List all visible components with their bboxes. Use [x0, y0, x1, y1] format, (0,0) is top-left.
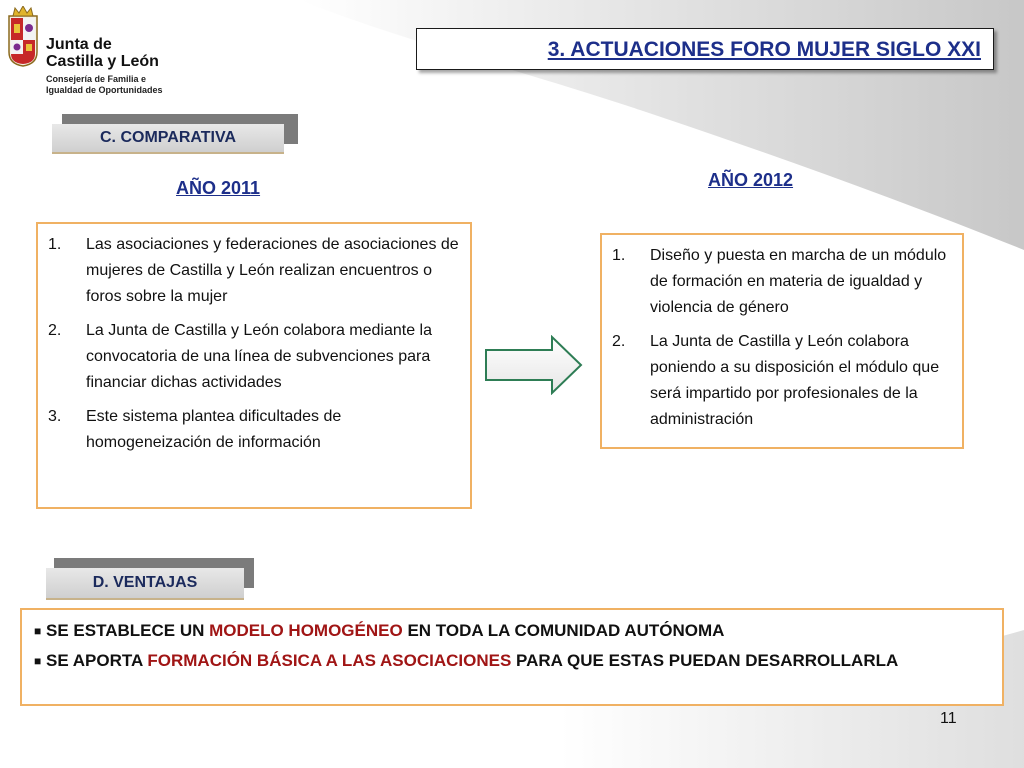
box-2012	[600, 233, 964, 449]
advantages-box	[20, 608, 1004, 706]
box-2011	[36, 222, 472, 509]
department-line1: Consejería de Familia e	[46, 74, 147, 84]
advantage-line-1: ■ SE ESTABLECE UN MODELO HOMOGÉNEO EN TODA LA COMUNIDAD AUTÓNOMA	[34, 616, 990, 646]
list-item: 3. Este sistema plantea dificultades de homogeneización de información	[48, 408, 342, 451]
list-item: 2. La Junta de Castilla y León colabora mediante la convocatoria de una línea de subvenciones para financiar dichas actividades	[48, 322, 432, 391]
year-2011-heading: AÑO 2011	[176, 178, 261, 198]
slide-title-box	[416, 28, 994, 70]
square-bullet-icon: ■	[34, 624, 42, 638]
org-name-line1: Junta de	[46, 36, 112, 53]
advantage-line-2: ■ SE APORTA FORMACIÓN BÁSICA A LAS ASOCIACIONES PARA QUE ESTAS PUEDAN DESARROLLARLA	[34, 646, 990, 676]
org-name-line2: Castilla y León	[46, 53, 159, 70]
year-2012-heading: AÑO 2012	[708, 170, 794, 190]
section-c-label: C. COMPARATIVA	[52, 124, 284, 154]
section-d-tab	[46, 568, 256, 598]
section-c-tab	[52, 124, 292, 154]
right-arrow-icon	[484, 335, 584, 395]
square-bullet-icon: ■	[34, 654, 42, 668]
department-line2: Igualdad de Oportunidades	[46, 85, 163, 95]
page-number: 11	[940, 710, 957, 727]
section-d-label: D. VENTAJAS	[46, 568, 244, 600]
coat-of-arms-icon	[6, 6, 40, 68]
slide-title: 3. ACTUACIONES FORO MUJER SIGLO XXI	[547, 38, 981, 61]
list-item: 1. Las asociaciones y federaciones de asociaciones de mujeres de Castilla y León realizan encuentros o foros sobre la mujer	[48, 236, 459, 305]
junta-logo	[6, 6, 186, 96]
list-item: 2. La Junta de Castilla y León colabora poniendo a su disposición el módulo que será impartido por profesionales de la administración	[612, 333, 940, 428]
list-item: 1. Diseño y puesta en marcha de un módulo de formación en materia de igualdad y violencia de género	[612, 247, 947, 316]
